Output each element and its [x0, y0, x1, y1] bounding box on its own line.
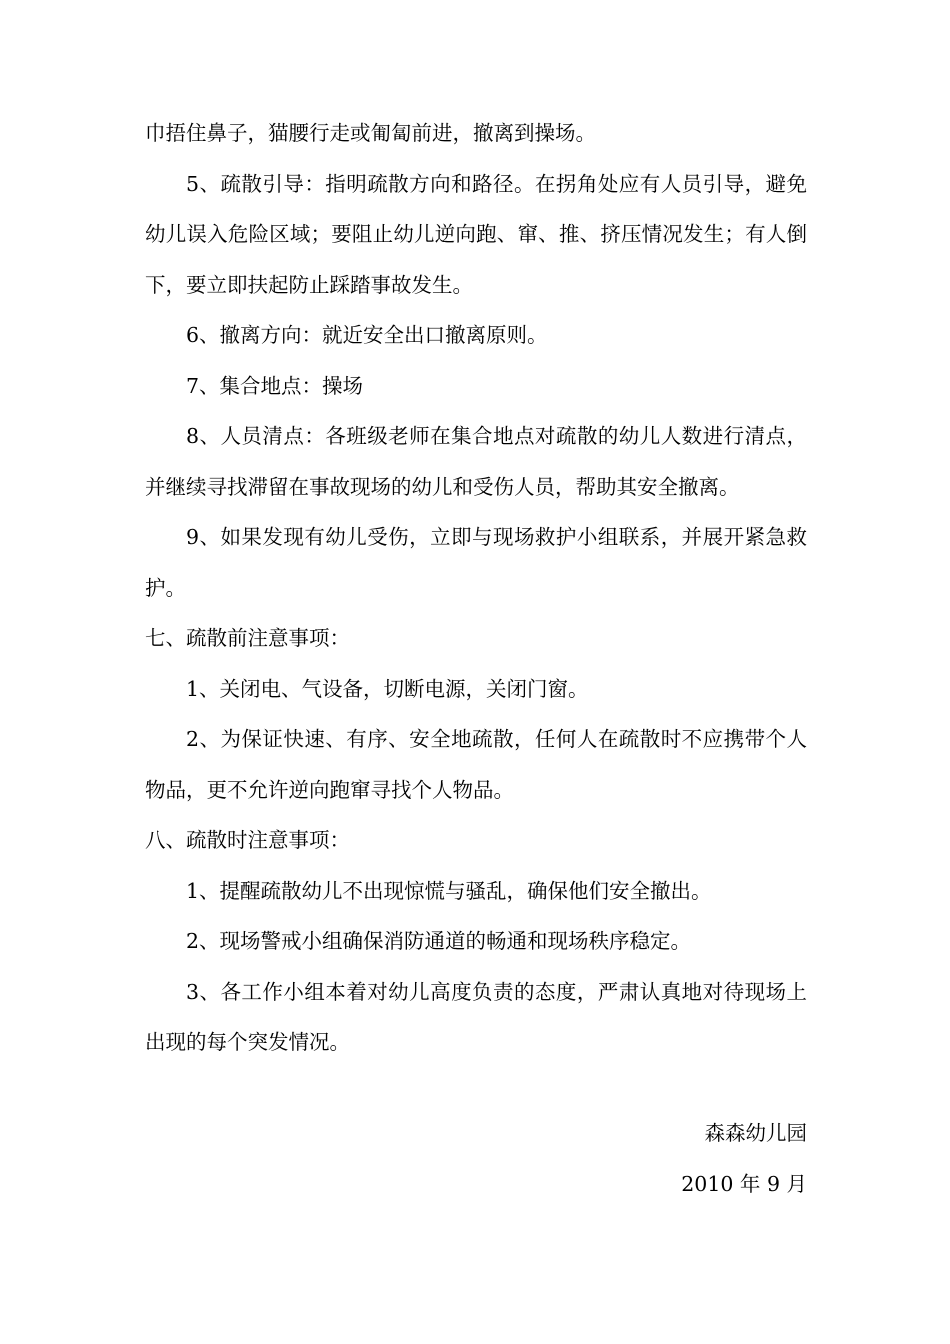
document-body	[145, 108, 807, 1068]
paragraph-9: 2、为保证快速、有序、安全地疏散，任何人在疏散时不应携带个人物品，更不允许逆向跑窜寻找个人物品。	[145, 727, 807, 802]
signature-block	[681, 1108, 807, 1209]
section-heading-8: 八、疏散时注意事项：	[145, 828, 350, 852]
paragraph-13: 3、各工作小组本着对幼儿高度负责的态度，严肃认真地对待现场上出现的每个突发情况。	[145, 979, 807, 1054]
paragraph-11: 1、提醒疏散幼儿不出现惊慌与骚乱，确保他们安全撤出。	[186, 878, 712, 903]
paragraph-12: 2、现场警戒小组确保消防通道的畅通和现场秩序稳定。	[186, 929, 692, 953]
paragraph-3: 6、撤离方向：就近安全出口撤离原则。	[186, 323, 548, 347]
paragraph-8: 1、关闭电、气设备，切断电源，关闭门窗。	[186, 676, 589, 701]
paragraph-6: 9、如果发现有幼儿受伤，立即与现场救护小组联系，并展开紧急救护。	[145, 525, 807, 600]
section-heading-7: 七、疏散前注意事项：	[145, 626, 350, 650]
paragraph-2: 5、疏散引导：指明疏散方向和路径。在拐角处应有人员引导，避免幼儿误入危险区域；要阻止幼儿逆向跑、窜、推、挤压情况发生；有人倒下，要立即扶起防止踩踏事故发生。	[145, 171, 807, 297]
signature-date: 2010 年 9 月	[681, 1171, 807, 1196]
paragraph-5: 8、人员清点：各班级老师在集合地点对疏散的幼儿人数进行清点，并继续寻找滞留在事故现场的幼儿和受伤人员，帮助其安全撤离。	[145, 424, 807, 499]
paragraph-4: 7、集合地点：操场	[186, 373, 364, 398]
paragraph-1: 巾捂住鼻子，猫腰行走或匍匐前进，撤离到操场。	[145, 121, 596, 145]
signature-organization: 森森幼儿园	[704, 1121, 807, 1145]
